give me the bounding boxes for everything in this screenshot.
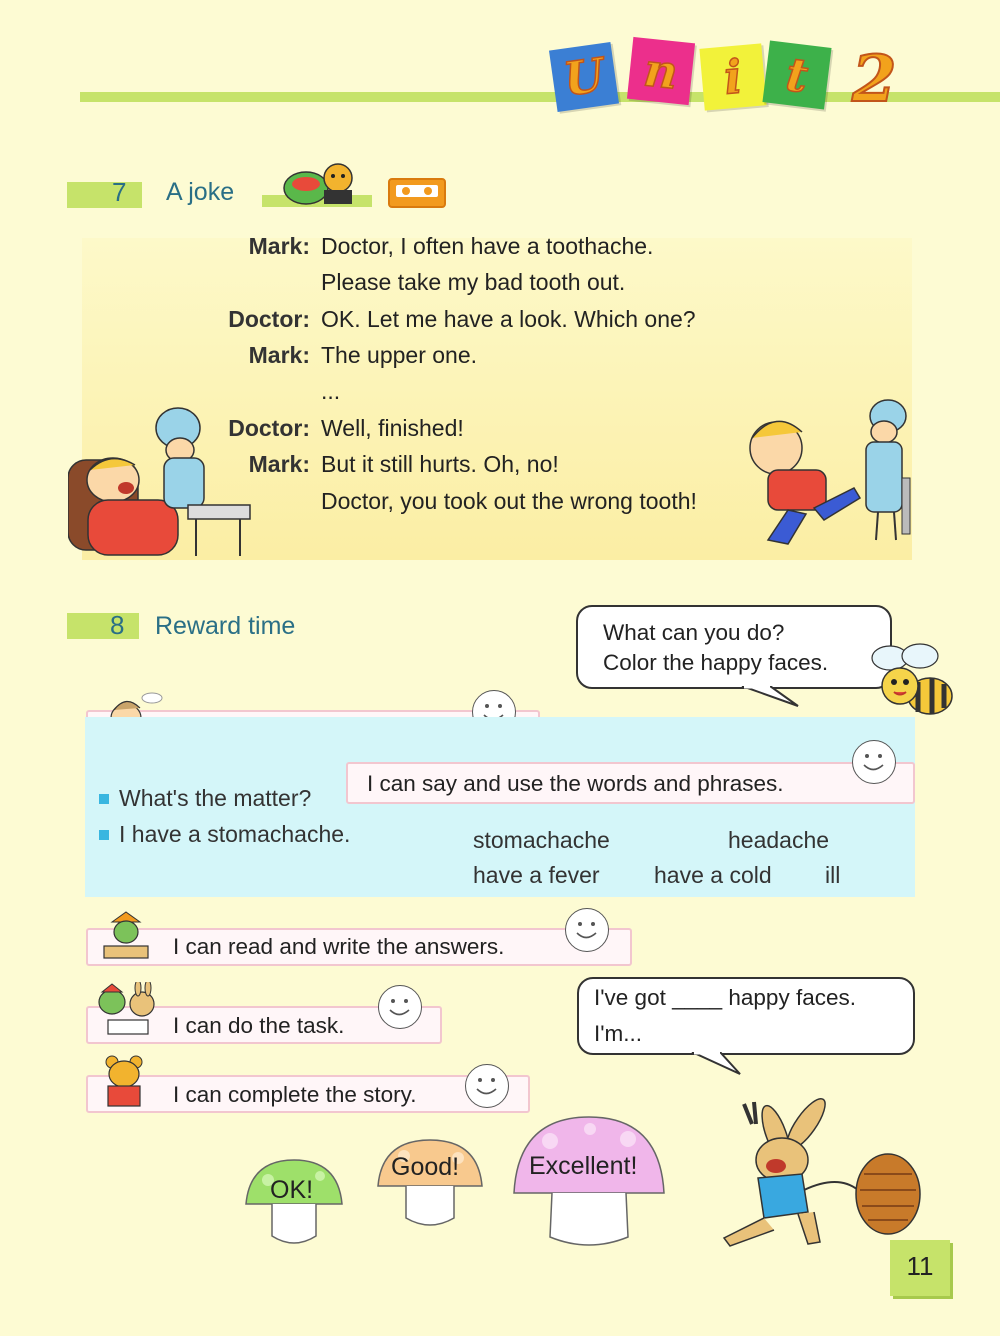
dialogue-line: OK. Let me have a look. Which one? bbox=[321, 306, 696, 332]
mushroom-label: OK! bbox=[270, 1176, 314, 1204]
section-tab bbox=[67, 613, 139, 639]
dialogue-line: But it still hurts. Oh, no! bbox=[321, 451, 559, 477]
section-number: 8 bbox=[110, 610, 125, 640]
unit-number: 2 bbox=[852, 42, 897, 117]
section-tab bbox=[67, 182, 142, 208]
section-number: 7 bbox=[112, 177, 127, 207]
mushroom-label: Good! bbox=[391, 1153, 460, 1181]
dialogue-line: Doctor, you took out the wrong tooth! bbox=[321, 488, 697, 514]
dentist-scene-illustration bbox=[68, 400, 258, 560]
unit-tile-u bbox=[549, 42, 619, 112]
bee-bubble-line: Color the happy faces. bbox=[603, 650, 829, 675]
rabbit-with-basket-illustration bbox=[698, 1094, 926, 1254]
happy-face-icon[interactable] bbox=[565, 908, 609, 952]
unit-letter: U bbox=[560, 47, 608, 107]
answer-line: I have a stomachache. bbox=[119, 821, 351, 847]
vocab-word: stomachache bbox=[473, 827, 610, 853]
happy-face-icon[interactable] bbox=[378, 985, 422, 1029]
characters-icon bbox=[276, 158, 366, 206]
speaker-label: Mark: bbox=[248, 233, 310, 259]
unit-tile-n bbox=[627, 37, 695, 105]
unit-letter: n bbox=[641, 42, 681, 100]
bubble-tail bbox=[690, 1052, 744, 1076]
vocab-word: ill bbox=[825, 862, 841, 888]
excellent-mushroom-icon bbox=[510, 1113, 668, 1251]
dialogue-line: Please take my bad tooth out. bbox=[321, 269, 626, 295]
bubble-tail bbox=[740, 686, 800, 708]
dialogue-line: ... bbox=[321, 378, 341, 404]
section-title: Reward time bbox=[155, 612, 296, 640]
statement-text: I can read and write the answers. bbox=[173, 934, 505, 959]
page-number: 11 bbox=[906, 1251, 934, 1281]
section-title: A joke bbox=[166, 178, 235, 206]
unit-letter: i bbox=[721, 49, 745, 105]
rabbit-bubble-line: I'm... bbox=[594, 1021, 643, 1046]
dialogue-line: The upper one. bbox=[321, 342, 478, 368]
speaker-label: Doctor: bbox=[228, 415, 310, 441]
bee-speech-bubble bbox=[576, 605, 892, 689]
good-mushroom-icon bbox=[374, 1138, 486, 1230]
rabbit-bubble-line: I've got ____ happy faces. bbox=[594, 985, 856, 1010]
happy-face-icon[interactable] bbox=[465, 1064, 509, 1108]
vocab-word: have a fever bbox=[473, 862, 600, 888]
bullet-icon bbox=[99, 830, 109, 840]
statement-text: I can do the task. bbox=[173, 1013, 345, 1038]
statement-text: I can complete the story. bbox=[173, 1082, 417, 1107]
mushroom-label: Excellent! bbox=[529, 1152, 638, 1180]
speaker-label: Doctor: bbox=[228, 306, 310, 332]
bullet-icon bbox=[99, 794, 109, 804]
happy-face-icon[interactable] bbox=[852, 740, 896, 784]
speaker-label: Mark: bbox=[248, 342, 310, 368]
cassette-icon bbox=[388, 178, 446, 208]
statement-text: I can say and use the words and phrases. bbox=[367, 771, 784, 796]
unit-letter: t bbox=[783, 46, 811, 104]
reading-child-icon bbox=[100, 908, 152, 962]
bear-reading-icon bbox=[100, 1052, 150, 1110]
dialogue-line: Well, finished! bbox=[321, 415, 464, 441]
unit-tile-t bbox=[762, 40, 831, 109]
vocab-word: headache bbox=[728, 827, 830, 853]
vocab-word: have a cold bbox=[654, 862, 772, 888]
dialogue-line: Doctor, I often have a toothache. bbox=[321, 233, 654, 259]
question-line: What's the matter? bbox=[119, 785, 312, 811]
unit-tile-i bbox=[699, 43, 766, 110]
friends-icon bbox=[94, 982, 160, 1038]
boy-and-doctor-illustration bbox=[738, 398, 918, 548]
speaker-label: Mark: bbox=[248, 451, 310, 477]
bee-bubble-line: What can you do? bbox=[603, 620, 785, 645]
